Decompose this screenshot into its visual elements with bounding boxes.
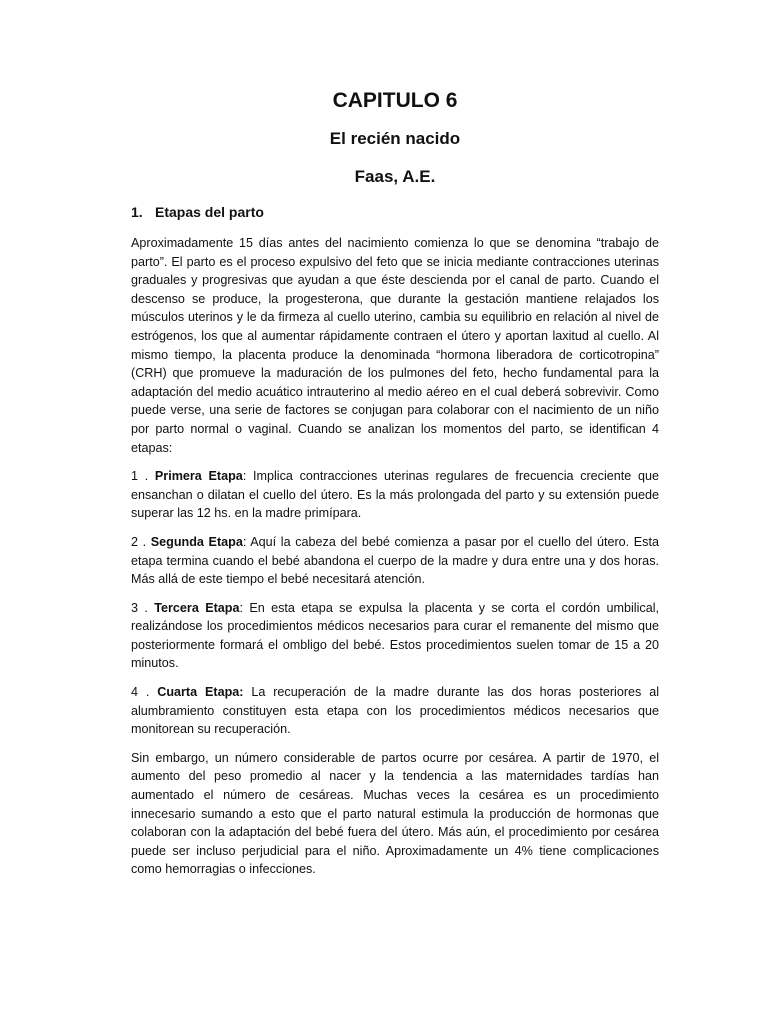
- stage-paragraph-1: [131, 467, 659, 523]
- stage-label: Segunda Etapa: [150, 534, 243, 549]
- stage-label: Primera Etapa: [154, 469, 243, 484]
- stage-prefix: 4 .: [131, 685, 158, 700]
- stage-paragraph-2: [131, 533, 659, 589]
- stage-paragraph-3: [131, 599, 659, 673]
- stage-label: Cuarta Etapa:: [157, 685, 244, 700]
- stage-paragraph-4: [131, 683, 659, 739]
- stage-label: Tercera Etapa: [154, 600, 240, 615]
- stage-prefix: 1 .: [131, 469, 155, 484]
- document-page: [131, 88, 659, 889]
- closing-paragraph: Sin embargo, un número considerable de partos ocurre por cesárea. A partir de 1970, el aumento del peso promedio al nacer y la tendencia a las maternidades tardías han aumentado el número de cesáreas. Muchas veces la cesárea es un procedimiento innecesario sumando a esto que el parto natural estimula la producción de hormonas que colaboran con la adaptación del bebé fuera del útero. Más aún, el procedimiento por cesárea puede ser incluso perjudicial para el niño. Aproximadamente un 4% tiene complicaciones como hemorragias o infecciones.: [131, 750, 659, 877]
- section-number: 1.: [131, 204, 143, 220]
- stage-text: : En esta etapa se expulsa la placenta y se corta el cordón umbilical, realizándose los procedimientos médicos necesarios para curar el remanente del mismo que posteriormente formará el ombligo del bebé. Estos procedimientos suelen tomar de 15 a 20 minutos.: [131, 600, 660, 671]
- intro-paragraph: Aproximadamente 15 días antes del nacimiento comienza lo que se denomina “trabajo de parto”. El parto es el proceso expulsivo del feto que se inicia mediante contracciones uterinas graduales y progresivas que ayudan a que éste descienda por el canal de parto. Cuando el descenso se produce, la progesterona, que durante la gestación mantiene relajados los músculos uterinos y le da firmeza al cuello uterino, cambia su equilibrio en relación al nivel de estrógenos, los que al aumentar rápidamente contraen el útero y aportan laxitud al cuello. Al mismo tiempo, la placenta produce la denominada “hormona liberadora de corticotropina” (CRH) que promueve la maduración de los pulmones del feto, hecho fundamental para la adaptación del medio acuático intrauterino al medio aéreo en el cual deberá sobrevivir. Como puede verse, una serie de factores se conjugan para colaborar con el nacimiento de un niño por parto normal o vaginal. Cuando se analizan los momentos del parto, se identifican 4 etapas:: [131, 236, 659, 455]
- stage-text: : Implica contracciones uterinas regulares de frecuencia creciente que ensanchan o dilatan el cuello del útero. Es la más prolongada del parto y su extensión puede superar las 12 hs. en la madre primípara.: [131, 469, 659, 521]
- section-title: Etapas del parto: [155, 204, 264, 220]
- section-heading: [131, 202, 659, 222]
- chapter-title: CAPITULO 6: [332, 89, 458, 112]
- stage-text: : Aquí la cabeza del bebé comienza a pasar por el cuello del útero. Esta etapa termina cuando el bebé abandona el cuerpo de la madre y dura entre una y dos horas. Más allá de este tiempo el bebé necesitará atención.: [131, 534, 659, 587]
- stage-text: La recuperación de la madre durante las dos horas posteriores al alumbramiento constituyen esta etapa con los procedimientos médicos necesarios que monitorean su recuperación.: [131, 685, 659, 737]
- author-name: Faas, A.E.: [354, 167, 436, 186]
- stage-prefix: 2 .: [131, 534, 151, 549]
- chapter-subtitle: El recién nacido: [329, 129, 461, 148]
- stage-prefix: 3 .: [131, 600, 155, 615]
